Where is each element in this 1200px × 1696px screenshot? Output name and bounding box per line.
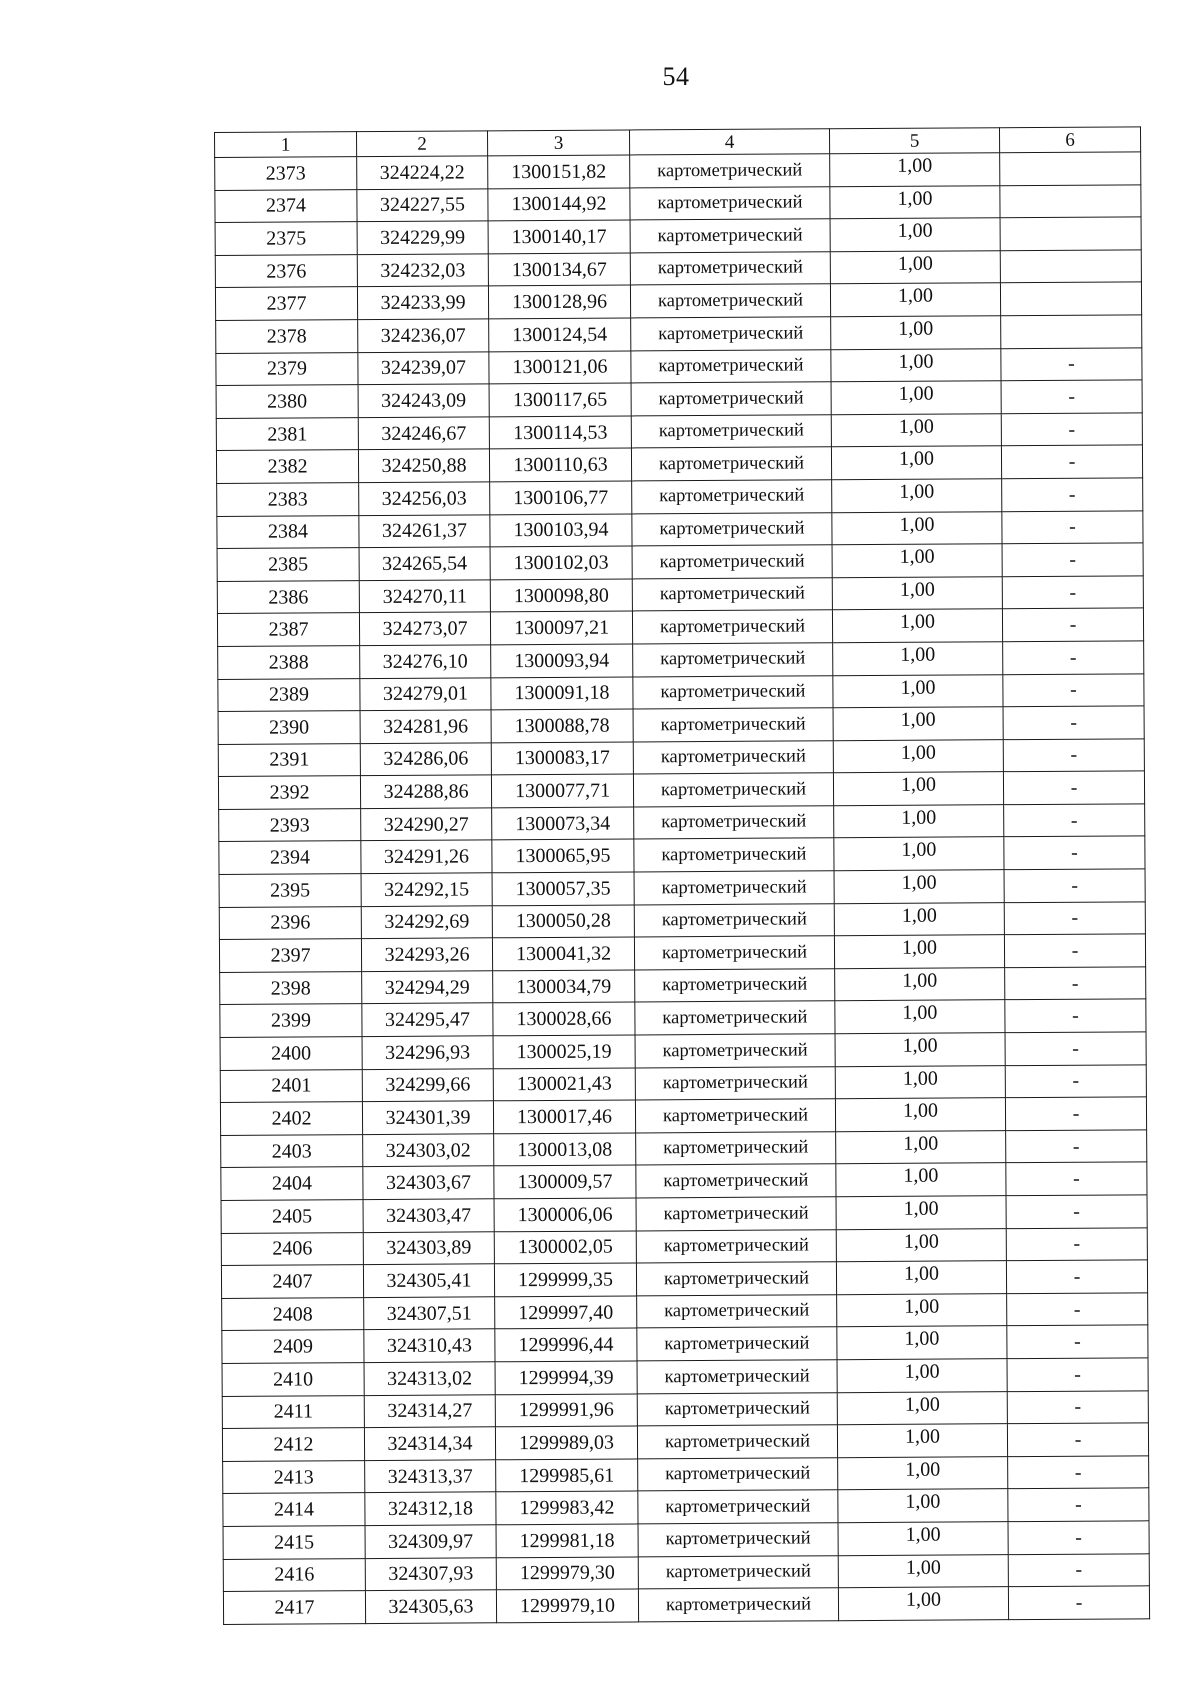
x-coordinate-cell: 324256,03	[359, 482, 490, 515]
method-cell: картометрический	[638, 1555, 838, 1589]
note-cell: -	[1007, 1423, 1148, 1456]
note-cell: -	[1008, 1456, 1149, 1489]
method-cell: картометрический	[637, 1327, 837, 1361]
x-coordinate-cell: 324292,69	[361, 905, 492, 938]
x-coordinate-cell: 324292,15	[361, 873, 492, 906]
precision-cell: 1,00	[830, 185, 1000, 219]
y-coordinate-cell: 1299996,44	[495, 1328, 637, 1361]
method-cell: картометрический	[638, 1523, 838, 1557]
note-cell: -	[1007, 1358, 1148, 1391]
x-coordinate-cell: 324303,47	[363, 1199, 494, 1232]
point-number-cell: 2391	[218, 743, 360, 776]
note-cell	[1000, 217, 1141, 250]
point-number-cell: 2379	[216, 352, 358, 385]
y-coordinate-cell: 1300034,79	[493, 970, 635, 1003]
y-coordinate-cell: 1299999,35	[494, 1263, 636, 1296]
y-coordinate-cell: 1300121,06	[489, 351, 631, 384]
precision-cell: 1,00	[837, 1293, 1007, 1327]
method-cell: картометрический	[636, 1132, 836, 1166]
precision-cell: 1,00	[832, 609, 1002, 643]
table-row	[223, 1586, 1149, 1624]
note-cell: -	[1001, 413, 1142, 446]
precision-cell: 1,00	[834, 870, 1004, 904]
point-number-cell: 2392	[218, 776, 360, 809]
precision-cell: 1,00	[838, 1522, 1008, 1556]
point-number-cell: 2400	[220, 1037, 362, 1070]
precision-cell: 1,00	[831, 446, 1001, 480]
method-cell: картометрический	[636, 1197, 836, 1231]
method-cell: картометрический	[631, 447, 831, 481]
precision-cell: 1,00	[837, 1424, 1007, 1458]
column-header-1: 1	[215, 132, 357, 158]
precision-cell: 1,00	[834, 805, 1004, 839]
y-coordinate-cell: 1300002,05	[494, 1231, 636, 1264]
column-header-3: 3	[487, 130, 629, 156]
x-coordinate-cell: 324265,54	[359, 547, 490, 580]
point-number-cell: 2385	[217, 548, 359, 581]
point-number-cell: 2395	[219, 874, 361, 907]
method-cell: картометрический	[635, 1099, 835, 1133]
note-cell	[1000, 184, 1141, 217]
y-coordinate-cell: 1300021,43	[493, 1068, 635, 1101]
note-cell: -	[1008, 1488, 1149, 1521]
method-cell: картометрический	[634, 871, 834, 905]
x-coordinate-cell: 324313,37	[365, 1460, 496, 1493]
x-coordinate-cell: 324307,51	[364, 1297, 495, 1330]
precision-cell: 1,00	[835, 1033, 1005, 1067]
x-coordinate-cell: 324239,07	[358, 351, 489, 384]
y-coordinate-cell: 1300065,95	[492, 839, 634, 872]
point-number-cell: 2415	[223, 1526, 365, 1559]
precision-cell: 1,00	[834, 837, 1004, 871]
note-cell: -	[1002, 608, 1143, 641]
precision-cell: 1,00	[830, 218, 1000, 252]
x-coordinate-cell: 324236,07	[358, 319, 489, 352]
x-coordinate-cell: 324233,99	[357, 286, 488, 319]
x-coordinate-cell: 324250,88	[358, 449, 489, 482]
y-coordinate-cell: 1300028,66	[493, 1002, 635, 1035]
method-cell: картометрический	[632, 480, 832, 514]
x-coordinate-cell: 324273,07	[359, 612, 490, 645]
y-coordinate-cell: 1300057,35	[492, 872, 634, 905]
method-cell: картометрический	[630, 219, 830, 253]
precision-cell: 1,00	[838, 1456, 1008, 1490]
method-cell: картометрический	[638, 1588, 838, 1622]
column-header-5: 5	[829, 128, 999, 154]
note-cell	[1000, 250, 1141, 283]
x-coordinate-cell: 324314,34	[364, 1427, 495, 1460]
y-coordinate-cell: 1299985,61	[496, 1459, 638, 1492]
point-number-cell: 2383	[217, 483, 359, 516]
method-cell: картометрический	[635, 1034, 835, 1068]
point-number-cell: 2390	[218, 711, 360, 744]
point-number-cell: 2403	[221, 1134, 363, 1167]
note-cell: -	[1005, 1032, 1146, 1065]
point-number-cell: 2381	[216, 417, 358, 450]
y-coordinate-cell: 1300025,19	[493, 1035, 635, 1068]
y-coordinate-cell: 1300088,78	[491, 709, 633, 742]
x-coordinate-cell: 324312,18	[365, 1492, 496, 1525]
point-number-cell: 2375	[215, 222, 357, 255]
point-number-cell: 2406	[221, 1232, 363, 1265]
precision-cell: 1,00	[837, 1359, 1007, 1393]
y-coordinate-cell: 1300006,06	[494, 1198, 636, 1231]
note-cell: -	[1001, 347, 1142, 380]
note-cell: -	[1003, 771, 1144, 804]
point-number-cell: 2411	[222, 1395, 364, 1428]
x-coordinate-cell: 324291,26	[361, 840, 492, 873]
note-cell: -	[1004, 934, 1145, 967]
method-cell: картометрический	[634, 903, 834, 937]
method-cell: картометрический	[632, 610, 832, 644]
note-cell	[1000, 282, 1141, 315]
y-coordinate-cell: 1300103,94	[490, 513, 632, 546]
y-coordinate-cell: 1300124,54	[489, 318, 631, 351]
x-coordinate-cell: 324299,66	[362, 1068, 493, 1101]
y-coordinate-cell: 1300009,57	[494, 1165, 636, 1198]
point-number-cell: 2417	[223, 1591, 365, 1624]
y-coordinate-cell: 1299991,96	[495, 1394, 637, 1427]
note-cell: -	[1006, 1162, 1147, 1195]
x-coordinate-cell: 324307,93	[365, 1557, 496, 1590]
point-number-cell: 2410	[222, 1363, 364, 1396]
x-coordinate-cell: 324303,02	[363, 1134, 494, 1167]
y-coordinate-cell: 1300114,53	[489, 416, 631, 449]
precision-cell: 1,00	[836, 1163, 1006, 1197]
y-coordinate-cell: 1300093,94	[491, 644, 633, 677]
note-cell: -	[1007, 1293, 1148, 1326]
note-cell: -	[1002, 478, 1143, 511]
y-coordinate-cell: 1300134,67	[488, 253, 630, 286]
method-cell: картометрический	[634, 806, 834, 840]
y-coordinate-cell: 1300151,82	[488, 155, 630, 188]
precision-cell: 1,00	[836, 1196, 1006, 1230]
precision-cell: 1,00	[836, 1261, 1006, 1295]
y-coordinate-cell: 1300013,08	[494, 1133, 636, 1166]
y-coordinate-cell: 1300083,17	[491, 742, 633, 775]
method-cell: картометрический	[631, 317, 831, 351]
x-coordinate-cell: 324286,06	[360, 743, 491, 776]
note-cell: -	[1003, 673, 1144, 706]
x-coordinate-cell: 324310,43	[364, 1329, 495, 1362]
method-cell: картометрический	[637, 1294, 837, 1328]
x-coordinate-cell: 324313,02	[364, 1362, 495, 1395]
point-number-cell: 2382	[216, 450, 358, 483]
precision-cell: 1,00	[831, 381, 1001, 415]
point-number-cell: 2387	[217, 613, 359, 646]
x-coordinate-cell: 324296,93	[362, 1036, 493, 1069]
x-coordinate-cell: 324294,29	[362, 971, 493, 1004]
precision-cell: 1,00	[838, 1587, 1008, 1621]
method-cell: картометрический	[630, 252, 830, 286]
coordinates-table	[214, 126, 1150, 1624]
precision-cell: 1,00	[838, 1554, 1008, 1588]
y-coordinate-cell: 1300091,18	[491, 676, 633, 709]
y-coordinate-cell: 1300041,32	[492, 937, 634, 970]
precision-cell: 1,00	[837, 1391, 1007, 1425]
method-cell: картометрический	[633, 675, 833, 709]
note-cell: -	[1006, 1130, 1147, 1163]
y-coordinate-cell: 1299983,42	[496, 1491, 638, 1524]
column-header-4: 4	[629, 129, 829, 155]
precision-cell: 1,00	[833, 707, 1003, 741]
note-cell: -	[1005, 1097, 1146, 1130]
table-body	[215, 152, 1150, 1624]
precision-cell: 1,00	[835, 1065, 1005, 1099]
point-number-cell: 2409	[222, 1330, 364, 1363]
method-cell: картометрический	[636, 1229, 836, 1263]
x-coordinate-cell: 324232,03	[357, 254, 488, 287]
x-coordinate-cell: 324305,63	[365, 1590, 496, 1623]
point-number-cell: 2407	[221, 1265, 363, 1298]
note-cell: -	[1004, 869, 1145, 902]
y-coordinate-cell: 1299989,03	[495, 1426, 637, 1459]
point-number-cell: 2397	[219, 939, 361, 972]
point-number-cell: 2416	[223, 1558, 365, 1591]
note-cell: -	[1005, 1064, 1146, 1097]
precision-cell: 1,00	[832, 479, 1002, 513]
point-number-cell: 2396	[219, 906, 361, 939]
x-coordinate-cell: 324281,96	[360, 710, 491, 743]
precision-cell: 1,00	[831, 316, 1001, 350]
x-coordinate-cell: 324290,27	[361, 808, 492, 841]
x-coordinate-cell: 324246,67	[358, 417, 489, 450]
note-cell: -	[1004, 804, 1145, 837]
y-coordinate-cell: 1299981,18	[496, 1524, 638, 1557]
note-cell: -	[1003, 641, 1144, 674]
y-coordinate-cell: 1300128,96	[488, 285, 630, 318]
x-coordinate-cell: 324261,37	[359, 514, 490, 547]
point-number-cell: 2389	[218, 678, 360, 711]
point-number-cell: 2405	[221, 1200, 363, 1233]
method-cell: картометрический	[633, 708, 833, 742]
note-cell: -	[1004, 836, 1145, 869]
precision-cell: 1,00	[832, 511, 1002, 545]
note-cell: -	[1008, 1586, 1149, 1619]
y-coordinate-cell: 1300144,92	[488, 188, 630, 221]
precision-cell: 1,00	[833, 739, 1003, 773]
y-coordinate-cell: 1300102,03	[490, 546, 632, 579]
method-cell: картометрический	[637, 1425, 837, 1459]
point-number-cell: 2402	[220, 1102, 362, 1135]
y-coordinate-cell: 1299979,10	[496, 1589, 638, 1622]
y-coordinate-cell: 1300117,65	[489, 383, 631, 416]
precision-cell: 1,00	[835, 1098, 1005, 1132]
method-cell: картометрический	[632, 512, 832, 546]
precision-cell: 1,00	[830, 153, 1000, 187]
y-coordinate-cell: 1299997,40	[495, 1296, 637, 1329]
point-number-cell: 2394	[219, 841, 361, 874]
x-coordinate-cell: 324288,86	[360, 775, 491, 808]
note-cell: -	[1002, 576, 1143, 609]
point-number-cell: 2414	[223, 1493, 365, 1526]
method-cell: картометрический	[632, 545, 832, 579]
method-cell: картометрический	[630, 154, 830, 188]
x-coordinate-cell: 324279,01	[360, 677, 491, 710]
point-number-cell: 2412	[222, 1428, 364, 1461]
note-cell: -	[1002, 543, 1143, 576]
precision-cell: 1,00	[835, 968, 1005, 1002]
method-cell: картометрический	[631, 349, 831, 383]
point-number-cell: 2398	[220, 971, 362, 1004]
note-cell: -	[1005, 967, 1146, 1000]
note-cell: -	[1008, 1553, 1149, 1586]
x-coordinate-cell: 324243,09	[358, 384, 489, 417]
precision-cell: 1,00	[831, 348, 1001, 382]
column-header-6: 6	[999, 127, 1140, 153]
precision-cell: 1,00	[833, 642, 1003, 676]
method-cell: картометрический	[636, 1262, 836, 1296]
precision-cell: 1,00	[834, 902, 1004, 936]
method-cell: картометрический	[637, 1360, 837, 1394]
precision-cell: 1,00	[834, 935, 1004, 969]
x-coordinate-cell: 324303,67	[363, 1166, 494, 1199]
precision-cell: 1,00	[835, 1000, 1005, 1034]
method-cell: картометрический	[637, 1392, 837, 1426]
method-cell: картометрический	[633, 773, 833, 807]
x-coordinate-cell: 324293,26	[361, 938, 492, 971]
x-coordinate-cell: 324270,11	[359, 580, 490, 613]
y-coordinate-cell: 1300140,17	[488, 220, 630, 253]
point-number-cell: 2388	[218, 646, 360, 679]
note-cell: -	[1006, 1260, 1147, 1293]
y-coordinate-cell: 1299979,30	[496, 1556, 638, 1589]
precision-cell: 1,00	[832, 576, 1002, 610]
method-cell: картометрический	[636, 1164, 836, 1198]
point-number-cell: 2378	[216, 320, 358, 353]
precision-cell: 1,00	[837, 1326, 1007, 1360]
point-number-cell: 2380	[216, 385, 358, 418]
method-cell: картометрический	[630, 284, 830, 318]
note-cell: -	[1008, 1521, 1149, 1554]
note-cell: -	[1006, 1227, 1147, 1260]
method-cell: картометрический	[633, 740, 833, 774]
x-coordinate-cell: 324227,55	[357, 188, 488, 221]
point-number-cell: 2408	[222, 1297, 364, 1330]
method-cell: картометрический	[638, 1490, 838, 1524]
point-number-cell: 2393	[219, 808, 361, 841]
x-coordinate-cell: 324303,89	[363, 1231, 494, 1264]
method-cell: картометрический	[635, 1066, 835, 1100]
method-cell: картометрический	[634, 838, 834, 872]
note-cell	[1000, 152, 1141, 185]
point-number-cell: 2413	[223, 1460, 365, 1493]
precision-cell: 1,00	[832, 544, 1002, 578]
x-coordinate-cell: 324305,41	[363, 1264, 494, 1297]
method-cell: картометрический	[632, 577, 832, 611]
y-coordinate-cell: 1300106,77	[490, 481, 632, 514]
y-coordinate-cell: 1300050,28	[492, 905, 634, 938]
note-cell: -	[1004, 901, 1145, 934]
precision-cell: 1,00	[836, 1130, 1006, 1164]
x-coordinate-cell: 324295,47	[362, 1003, 493, 1036]
note-cell: -	[1003, 706, 1144, 739]
x-coordinate-cell: 324229,99	[357, 221, 488, 254]
point-number-cell: 2377	[215, 287, 357, 320]
y-coordinate-cell: 1300017,46	[493, 1100, 635, 1133]
note-cell: -	[1005, 999, 1146, 1032]
note-cell	[1001, 315, 1142, 348]
note-cell: -	[1001, 380, 1142, 413]
y-coordinate-cell: 1300073,34	[492, 807, 634, 840]
page-number: 54	[662, 62, 690, 91]
point-number-cell: 2376	[215, 254, 357, 287]
note-cell: -	[1001, 445, 1142, 478]
method-cell: картометрический	[631, 414, 831, 448]
precision-cell: 1,00	[830, 283, 1000, 317]
x-coordinate-cell: 324224,22	[357, 156, 488, 189]
column-header-2: 2	[357, 131, 488, 157]
x-coordinate-cell: 324301,39	[362, 1101, 493, 1134]
x-coordinate-cell: 324276,10	[360, 645, 491, 678]
note-cell: -	[1002, 510, 1143, 543]
y-coordinate-cell: 1300097,21	[490, 611, 632, 644]
note-cell: -	[1003, 739, 1144, 772]
y-coordinate-cell: 1300110,63	[489, 448, 631, 481]
x-coordinate-cell: 324314,27	[364, 1394, 495, 1427]
method-cell: картометрический	[630, 186, 830, 220]
y-coordinate-cell: 1300077,71	[491, 774, 633, 807]
method-cell: картометрический	[634, 936, 834, 970]
point-number-cell: 2384	[217, 515, 359, 548]
method-cell: картометрический	[638, 1457, 838, 1491]
precision-cell: 1,00	[830, 250, 1000, 284]
point-number-cell: 2401	[220, 1069, 362, 1102]
precision-cell: 1,00	[833, 772, 1003, 806]
method-cell: картометрический	[635, 1001, 835, 1035]
point-number-cell: 2386	[217, 580, 359, 613]
precision-cell: 1,00	[838, 1489, 1008, 1523]
method-cell: картометрический	[631, 382, 831, 416]
precision-cell: 1,00	[836, 1228, 1006, 1262]
method-cell: картометрический	[635, 969, 835, 1003]
point-number-cell: 2373	[215, 157, 357, 190]
note-cell: -	[1007, 1390, 1148, 1423]
method-cell: картометрический	[633, 643, 833, 677]
y-coordinate-cell: 1299994,39	[495, 1361, 637, 1394]
precision-cell: 1,00	[831, 413, 1001, 447]
point-number-cell: 2374	[215, 189, 357, 222]
point-number-cell: 2404	[221, 1167, 363, 1200]
precision-cell: 1,00	[833, 674, 1003, 708]
note-cell: -	[1006, 1195, 1147, 1228]
note-cell: -	[1007, 1325, 1148, 1358]
y-coordinate-cell: 1300098,80	[490, 579, 632, 612]
point-number-cell: 2399	[220, 1004, 362, 1037]
x-coordinate-cell: 324309,97	[365, 1525, 496, 1558]
